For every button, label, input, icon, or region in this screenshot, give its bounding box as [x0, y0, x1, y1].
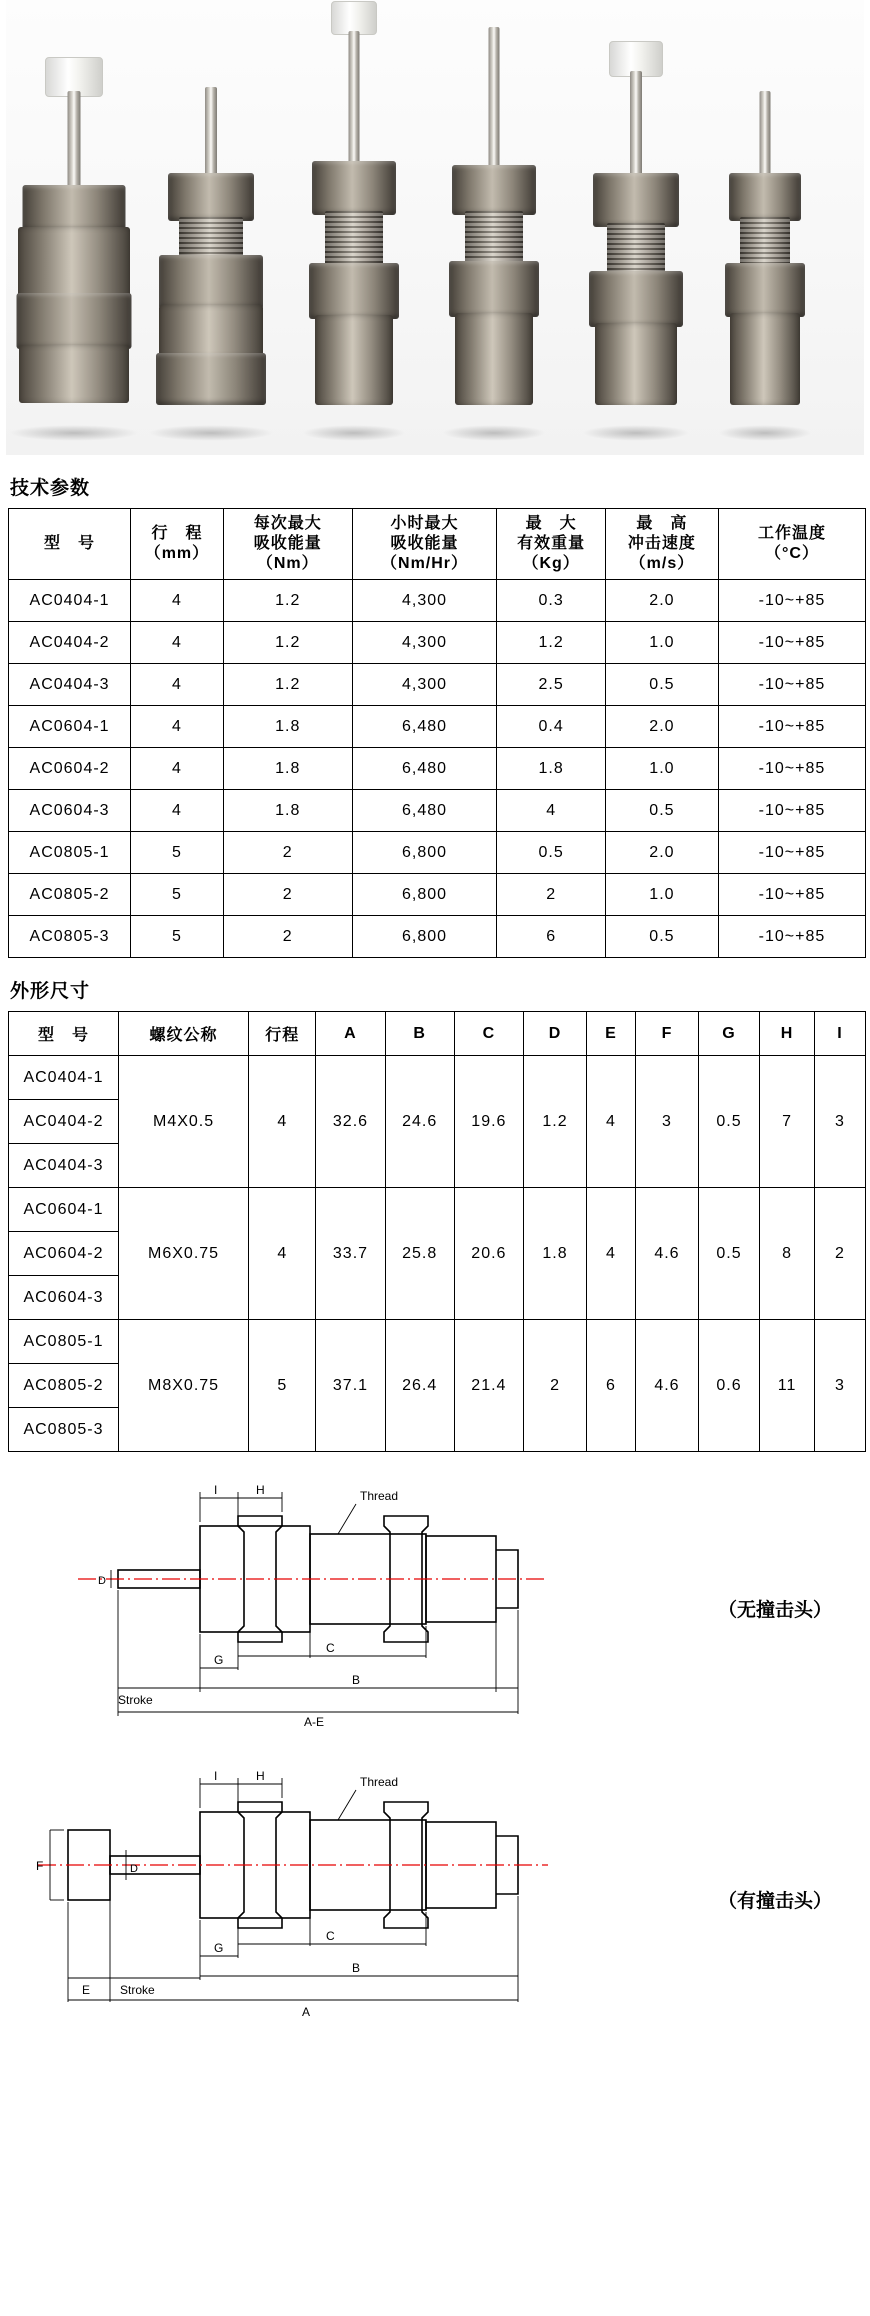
spec-header-energy-per-cycle-unit: （Nm） [256, 555, 319, 572]
spec-header-stroke-text: 行 程 [151, 525, 203, 542]
dim-cell-model: AC0805-1 [9, 1320, 119, 1364]
dim-header-f: F [635, 1012, 698, 1056]
spec-table [8, 508, 866, 958]
dim-cell-h: 8 [760, 1188, 815, 1320]
dim-header-b: B [385, 1012, 454, 1056]
label-g: G [214, 1941, 224, 1955]
spec-cell-energy-cycle: 2 [223, 832, 352, 874]
dim-cell-i: 3 [815, 1320, 866, 1452]
table-row [9, 790, 866, 832]
dim-cell-b: 25.8 [385, 1188, 454, 1320]
label-stroke: Stroke [118, 1693, 153, 1707]
spec-cell-energy-hour: 6,800 [352, 916, 497, 958]
dim-cell-g: 0.5 [699, 1056, 760, 1188]
spec-cell-energy-cycle: 2 [223, 874, 352, 916]
dim-cell-stroke: 5 [249, 1320, 316, 1452]
spec-cell-temp: -10~+85 [718, 664, 865, 706]
dim-header-a: A [316, 1012, 385, 1056]
label-h: H [256, 1769, 265, 1783]
dim-cell-model: AC0805-2 [9, 1364, 119, 1408]
dim-cell-e: 4 [587, 1056, 636, 1188]
dim-header-c: C [454, 1012, 523, 1056]
dim-header-stroke: 行程 [249, 1012, 316, 1056]
spec-cell-stroke: 4 [131, 748, 224, 790]
spec-cell-model: AC0404-2 [9, 622, 131, 664]
spec-header-energy-per-hour-l1: 小时最大 [390, 515, 459, 532]
dim-cell-model: AC0604-2 [9, 1232, 119, 1276]
table-row [9, 916, 866, 958]
dim-cell-model: AC0604-3 [9, 1276, 119, 1320]
spec-cell-weight: 1.8 [497, 748, 606, 790]
spec-cell-temp: -10~+85 [718, 622, 865, 664]
spec-header-energy-per-hour-unit: （Nm/Hr） [381, 555, 469, 572]
dim-cell-e: 4 [587, 1188, 636, 1320]
dim-cell-e: 6 [587, 1320, 636, 1452]
spec-cell-energy-cycle: 1.2 [223, 664, 352, 706]
spec-cell-model: AC0404-1 [9, 580, 131, 622]
dim-cell-i: 2 [815, 1188, 866, 1320]
dim-cell-stroke: 4 [249, 1056, 316, 1188]
label-f: F [36, 1859, 44, 1873]
label-i: I [214, 1483, 218, 1497]
dim-header-e: E [587, 1012, 636, 1056]
spec-cell-energy-hour: 6,800 [352, 874, 497, 916]
spec-cell-weight: 0.3 [497, 580, 606, 622]
label-g: G [214, 1653, 224, 1667]
spec-header-temperature-text: 工作温度 [757, 525, 826, 542]
dim-cell-i: 3 [815, 1056, 866, 1188]
drawing-without-cap-caption: （无撞击头） [718, 1599, 833, 1621]
label-i: I [214, 1769, 218, 1783]
spec-cell-stroke: 4 [131, 790, 224, 832]
spec-cell-energy-hour: 6,480 [352, 790, 497, 832]
dim-cell-model: AC0404-1 [9, 1056, 119, 1100]
label-stroke: Stroke [120, 1983, 155, 1997]
spec-cell-stroke: 4 [131, 706, 224, 748]
spec-cell-model: AC0805-3 [9, 916, 131, 958]
dim-cell-c: 19.6 [454, 1056, 523, 1188]
dim-cell-f: 4.6 [635, 1320, 698, 1452]
drawing-labels [98, 1483, 398, 1729]
spec-cell-model: AC0805-2 [9, 874, 131, 916]
spec-header-stroke [131, 509, 224, 580]
label-b: B [352, 1961, 361, 1975]
spec-cell-energy-cycle: 1.8 [223, 748, 352, 790]
table-row [9, 1320, 866, 1364]
spec-header-impact-speed-l1: 最 高 [636, 515, 688, 532]
shock-absorber-group [6, 0, 864, 455]
spec-cell-model: AC0604-3 [9, 790, 131, 832]
label-b: B [352, 1673, 361, 1687]
table-row [9, 1188, 866, 1232]
dim-cell-thread: M6X0.75 [118, 1188, 248, 1320]
spec-cell-model: AC0604-2 [9, 748, 131, 790]
spec-header-impact-speed-unit: （m/s） [629, 555, 695, 572]
drawing-without-cap-svg [8, 1478, 708, 1738]
spec-cell-speed: 2.0 [605, 706, 718, 748]
spec-cell-weight: 2 [497, 874, 606, 916]
dim-cell-model: AC0404-2 [9, 1100, 119, 1144]
spec-cell-stroke: 4 [131, 580, 224, 622]
spec-cell-stroke: 5 [131, 874, 224, 916]
shock-absorber-4 [446, 27, 542, 427]
spec-cell-speed: 2.0 [605, 832, 718, 874]
shock-absorber-6 [721, 77, 809, 427]
table-row [9, 664, 866, 706]
dim-cell-d: 1.8 [523, 1188, 586, 1320]
spec-cell-speed: 1.0 [605, 874, 718, 916]
dim-cell-b: 24.6 [385, 1056, 454, 1188]
spec-header-stroke-unit: （mm） [144, 545, 210, 562]
shock-absorber-2 [156, 67, 266, 427]
spec-cell-speed: 0.5 [605, 790, 718, 832]
dimension-table [8, 1011, 866, 1452]
dim-cell-d: 2 [523, 1320, 586, 1452]
dim-cell-model: AC0604-1 [9, 1188, 119, 1232]
spec-cell-temp: -10~+85 [718, 790, 865, 832]
spec-header-temperature-unit: （°C） [764, 545, 819, 562]
shock-absorber-3 [306, 0, 402, 427]
drawing-labels [36, 1769, 398, 2019]
spec-header-temperature [718, 509, 865, 580]
shock-absorber-5 [586, 27, 686, 427]
spec-cell-energy-hour: 4,300 [352, 664, 497, 706]
spec-cell-temp: -10~+85 [718, 874, 865, 916]
spec-cell-weight: 2.5 [497, 664, 606, 706]
spec-header-impact-speed-l2: 冲击速度 [627, 535, 696, 552]
label-thread: Thread [360, 1489, 399, 1503]
dim-cell-a: 37.1 [316, 1320, 385, 1452]
dim-cell-model: AC0805-3 [9, 1408, 119, 1452]
spec-cell-stroke: 5 [131, 916, 224, 958]
spec-cell-model: AC0604-1 [9, 706, 131, 748]
spec-cell-energy-hour: 4,300 [352, 622, 497, 664]
spec-header-effective-weight-l2: 有效重量 [517, 535, 586, 552]
dimension-section-title: 外形尺寸 [10, 981, 91, 1002]
spec-cell-weight: 0.4 [497, 706, 606, 748]
dim-cell-a: 33.7 [316, 1188, 385, 1320]
spec-cell-speed: 1.0 [605, 622, 718, 664]
label-d: D [130, 1863, 138, 1875]
spec-cell-energy-cycle: 1.8 [223, 706, 352, 748]
spec-cell-speed: 0.5 [605, 664, 718, 706]
spec-table-header-row [9, 509, 866, 580]
dim-header-g: G [699, 1012, 760, 1056]
table-row [9, 874, 866, 916]
spec-cell-weight: 4 [497, 790, 606, 832]
spec-cell-stroke: 4 [131, 622, 224, 664]
label-a: A [302, 2005, 311, 2019]
spec-cell-energy-hour: 6,480 [352, 748, 497, 790]
spec-cell-temp: -10~+85 [718, 832, 865, 874]
label-thread: Thread [360, 1775, 399, 1789]
dim-cell-f: 3 [635, 1056, 698, 1188]
dim-header-h: H [760, 1012, 815, 1056]
label-h: H [256, 1483, 265, 1497]
dim-cell-a: 32.6 [316, 1056, 385, 1188]
dim-cell-h: 11 [760, 1320, 815, 1452]
spec-cell-temp: -10~+85 [718, 748, 865, 790]
label-a-minus-e: A-E [304, 1715, 325, 1729]
table-row [9, 622, 866, 664]
shock-absorber-1 [16, 27, 131, 427]
spec-header-effective-weight-l1: 最 大 [525, 515, 577, 532]
spec-cell-speed: 0.5 [605, 916, 718, 958]
dim-cell-thread: M8X0.75 [118, 1320, 248, 1452]
table-row [9, 706, 866, 748]
dim-header-model: 型 号 [9, 1012, 119, 1056]
spec-header-energy-per-hour [352, 509, 497, 580]
label-d: D [98, 1575, 106, 1587]
spec-header-effective-weight [497, 509, 606, 580]
label-c: C [326, 1929, 335, 1943]
spec-header-model [9, 509, 131, 580]
dim-cell-model: AC0404-3 [9, 1144, 119, 1188]
table-row [9, 748, 866, 790]
spec-header-effective-weight-unit: （Kg） [522, 555, 580, 572]
spec-cell-weight: 0.5 [497, 832, 606, 874]
spec-cell-temp: -10~+85 [718, 916, 865, 958]
drawing-without-cap [8, 1478, 866, 1738]
spec-cell-energy-cycle: 1.8 [223, 790, 352, 832]
spec-cell-energy-cycle: 1.2 [223, 622, 352, 664]
spec-cell-temp: -10~+85 [718, 706, 865, 748]
dim-cell-c: 21.4 [454, 1320, 523, 1452]
dim-header-d: D [523, 1012, 586, 1056]
dim-cell-d: 1.2 [523, 1056, 586, 1188]
label-c: C [326, 1641, 335, 1655]
bottom-spacer [6, 2034, 864, 2060]
spec-cell-speed: 2.0 [605, 580, 718, 622]
spec-cell-stroke: 5 [131, 832, 224, 874]
spec-cell-stroke: 4 [131, 664, 224, 706]
spec-cell-weight: 6 [497, 916, 606, 958]
table-row [9, 832, 866, 874]
product-photo [6, 0, 864, 455]
spec-cell-model: AC0404-3 [9, 664, 131, 706]
spec-header-energy-per-cycle [223, 509, 352, 580]
drawing-with-cap-svg [8, 1764, 708, 2034]
spec-cell-weight: 1.2 [497, 622, 606, 664]
spec-cell-energy-cycle: 1.2 [223, 580, 352, 622]
spec-cell-speed: 1.0 [605, 748, 718, 790]
label-e: E [82, 1983, 91, 1997]
dim-header-i: I [815, 1012, 866, 1056]
spec-cell-temp: -10~+85 [718, 580, 865, 622]
drawing-with-cap-caption: （有撞击头） [718, 1890, 833, 1912]
table-row [9, 1056, 866, 1100]
spec-header-model-text: 型 号 [44, 535, 96, 552]
spec-header-impact-speed [605, 509, 718, 580]
dim-cell-thread: M4X0.5 [118, 1056, 248, 1188]
dim-cell-stroke: 4 [249, 1188, 316, 1320]
dim-cell-g: 0.6 [699, 1320, 760, 1452]
spec-cell-energy-hour: 6,480 [352, 706, 497, 748]
dim-header-thread: 螺纹公称 [118, 1012, 248, 1056]
dimension-table-header-row [9, 1012, 866, 1056]
table-row [9, 580, 866, 622]
drawing-with-cap [8, 1764, 866, 2034]
dim-cell-f: 4.6 [635, 1188, 698, 1320]
dim-cell-c: 20.6 [454, 1188, 523, 1320]
spec-cell-energy-hour: 6,800 [352, 832, 497, 874]
spec-header-energy-per-hour-l2: 吸收能量 [390, 535, 459, 552]
spec-section-title: 技术参数 [10, 478, 91, 499]
spec-header-energy-per-cycle-l1: 每次最大 [253, 515, 322, 532]
dim-cell-g: 0.5 [699, 1188, 760, 1320]
spec-cell-energy-hour: 4,300 [352, 580, 497, 622]
spec-cell-model: AC0805-1 [9, 832, 131, 874]
dim-cell-h: 7 [760, 1056, 815, 1188]
dim-cell-b: 26.4 [385, 1320, 454, 1452]
spec-header-energy-per-cycle-l2: 吸收能量 [253, 535, 322, 552]
spec-cell-energy-cycle: 2 [223, 916, 352, 958]
